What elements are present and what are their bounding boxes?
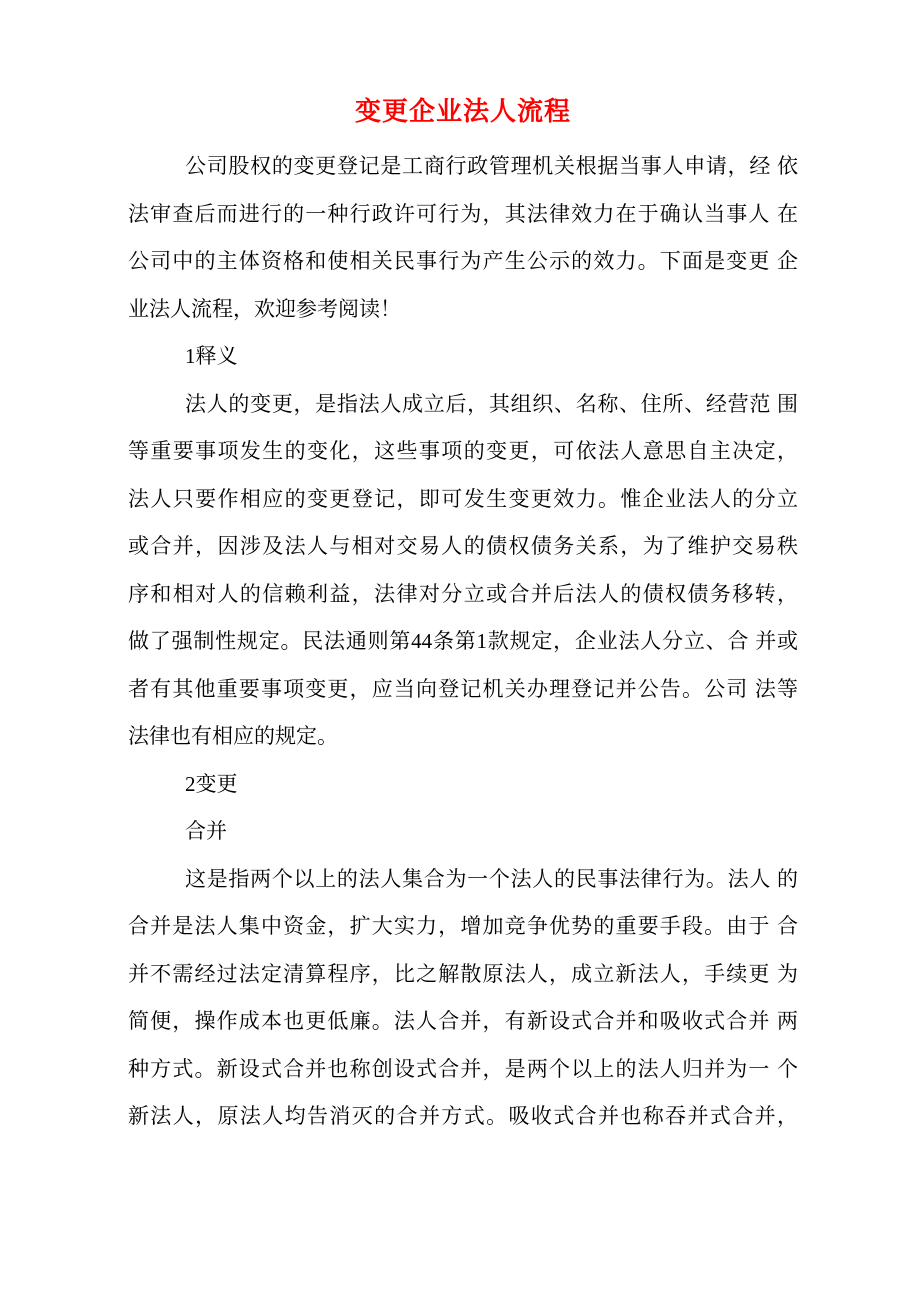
text-line: 做了强制性规定。民法通则第44条第1款规定，企业法人分立、合 并或 bbox=[128, 629, 798, 653]
text-line: 这是指两个以上的法人集合为一个法人的民事法律行为。法人 的 bbox=[185, 866, 798, 891]
section-heading: 合并 bbox=[185, 819, 227, 843]
page-title: 变更企业法人流程 bbox=[354, 97, 571, 126]
text-line: 或合并，因涉及法人与相对交易人的债权债务关系，为了维护交易秩 bbox=[128, 534, 798, 558]
body-text bbox=[128, 143, 798, 1141]
text-line: 法律也有相应的规定。 bbox=[128, 724, 338, 748]
text-line: 者有其他重要事项变更，应当向登记机关办理登记并公告。公司 法等 bbox=[128, 676, 798, 701]
text-line: 等重要事项发生的变化，这些事项的变更，可依法人意思自主决定， bbox=[128, 439, 798, 463]
text-line: 业法人流程，欢迎参考阅读！ bbox=[128, 296, 401, 321]
text-line: 简便，操作成本也更低廉。法人合并，有新设式合并和吸收式合并 两 bbox=[128, 1009, 798, 1033]
text-line: 公司股权的变更登记是工商行政管理机关根据当事人申请，经 依 bbox=[185, 154, 798, 178]
document-content bbox=[128, 0, 798, 1141]
text-line: 法人的变更，是指法人成立后，其组织、名称、住所、经营范 围 bbox=[185, 391, 798, 416]
section-heading: 2变更 bbox=[185, 771, 238, 796]
text-line: 序和相对人的信赖利益，法律对分立或合并后法人的债权债务移转， bbox=[128, 581, 798, 606]
text-line: 合并是法人集中资金，扩大实力，增加竞争优势的重要手段。由于 合 bbox=[128, 914, 798, 938]
text-line: 公司中的主体资格和使相关民事行为产生公示的效力。下面是变更 企 bbox=[128, 249, 798, 273]
text-line: 新法人，原法人均告消灭的合并方式。吸收式合并也称吞并式合并， bbox=[128, 1104, 798, 1128]
section-heading: 1释义 bbox=[185, 344, 238, 368]
text-line: 种方式。新设式合并也称创设式合并，是两个以上的法人归并为一 个 bbox=[128, 1056, 798, 1081]
text-line: 法人只要作相应的变更登记，即可发生变更效力。惟企业法人的分立 bbox=[128, 486, 798, 511]
text-line: 并不需经过法定清算程序，比之解散原法人，成立新法人，手续更 为 bbox=[128, 961, 798, 986]
text-line: 法审查后而进行的一种行政许可行为，其法律效力在于确认当事人 在 bbox=[128, 201, 798, 226]
